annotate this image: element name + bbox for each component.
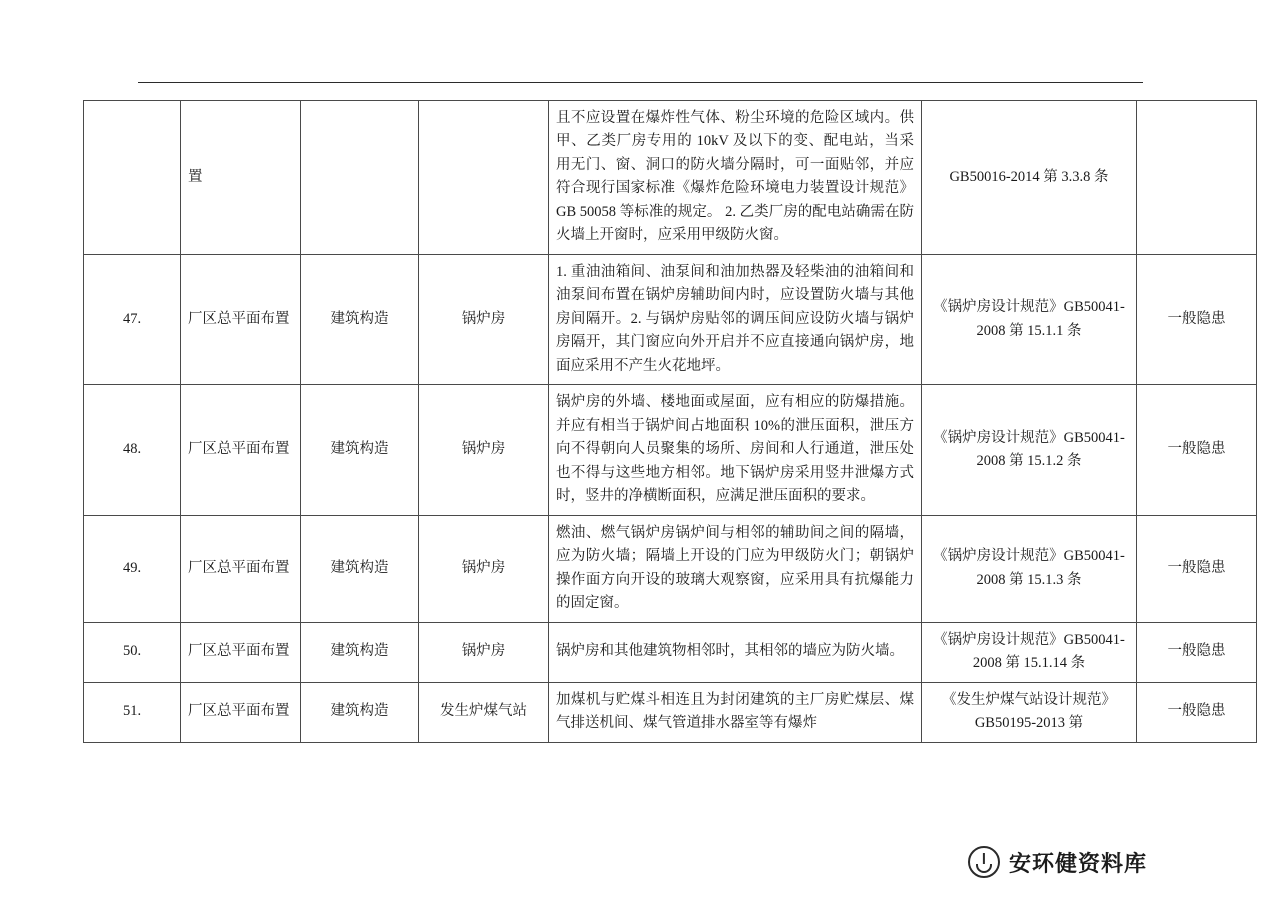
cell-standard: GB50016-2014 第 3.3.8 条 [922, 101, 1137, 255]
cell-level: 一般隐患 [1137, 682, 1257, 742]
cell-number [84, 101, 181, 255]
cell-level: 一般隐患 [1137, 515, 1257, 622]
brand-name: 安环健资料库 [1009, 850, 1148, 876]
cell-object: 锅炉房 [419, 385, 549, 515]
microphone-circle-icon [968, 846, 1000, 878]
cell-number: 50. [84, 622, 181, 682]
cell-category: 厂区总平面布置 [181, 254, 301, 384]
table-row [84, 254, 1257, 384]
table-row [84, 385, 1257, 515]
table-row [84, 101, 1257, 255]
cell-description: 加煤机与贮煤斗相连且为封闭建筑的主厂房贮煤层、煤气排送机间、煤气管道排水器室等有爆炸 [549, 682, 922, 742]
cell-standard: 《发生炉煤气站设计规范》GB50195-2013 第 [922, 682, 1137, 742]
cell-description: 锅炉房的外墙、楼地面或屋面，应有相应的防爆措施。并应有相当于锅炉间占地面积 10%的泄压面积，泄压方向不得朝向人员聚集的场所、房间和人行通道，泄压处也不得与这些地方相邻。地下锅炉房采用竖井泄爆方式时，竖井的净横断面积，应满足泄压面积的要求。 [549, 385, 922, 515]
inspection-table [83, 100, 1257, 743]
cell-number: 51. [84, 682, 181, 742]
cell-object: 锅炉房 [419, 515, 549, 622]
cell-number: 49. [84, 515, 181, 622]
cell-category: 厂区总平面布置 [181, 682, 301, 742]
cell-object: 锅炉房 [419, 622, 549, 682]
cell-type [301, 101, 419, 255]
cell-type: 建筑构造 [301, 622, 419, 682]
cell-type: 建筑构造 [301, 515, 419, 622]
cell-level: 一般隐患 [1137, 622, 1257, 682]
header-divider [138, 82, 1143, 83]
cell-description: 1. 重油油箱间、油泵间和油加热器及轻柴油的油箱间和油泵间布置在锅炉房辅助间内时，应设置防火墙与其他房间隔开。2. 与锅炉房贴邻的调压间应设防火墙与锅炉房隔开，其门窗应向外开启并不应直接通向锅炉房，地面应采用不产生火花地坪。 [549, 254, 922, 384]
cell-level: 一般隐患 [1137, 254, 1257, 384]
cell-category: 厂区总平面布置 [181, 622, 301, 682]
cell-number: 47. [84, 254, 181, 384]
cell-type: 建筑构造 [301, 682, 419, 742]
table-row [84, 622, 1257, 682]
cell-standard: 《锅炉房设计规范》GB50041-2008 第 15.1.14 条 [922, 622, 1137, 682]
cell-object: 发生炉煤气站 [419, 682, 549, 742]
cell-description: 锅炉房和其他建筑物相邻时，其相邻的墙应为防火墙。 [549, 622, 922, 682]
cell-number: 48. [84, 385, 181, 515]
cell-description: 且不应设置在爆炸性气体、粉尘环境的危险区域内。供甲、乙类厂房专用的 10kV 及以下的变、配电站，当采用无门、窗、洞口的防火墙分隔时，可一面贴邻，并应符合现行国家标准《爆炸危险环境电力装置设计规范》GB 50058 等标准的规定。 2. 乙类厂房的配电站确需在防火墙上开窗时，应采用甲级防火窗。 [549, 101, 922, 255]
footer-brand [968, 846, 1147, 878]
table-row [84, 515, 1257, 622]
table-row [84, 682, 1257, 742]
cell-standard: 《锅炉房设计规范》GB50041-2008 第 15.1.1 条 [922, 254, 1137, 384]
cell-type: 建筑构造 [301, 385, 419, 515]
cell-object [419, 101, 549, 255]
cell-type: 建筑构造 [301, 254, 419, 384]
cell-category: 厂区总平面布置 [181, 385, 301, 515]
cell-level [1137, 101, 1257, 255]
cell-category: 置 [181, 101, 301, 255]
cell-standard: 《锅炉房设计规范》GB50041-2008 第 15.1.2 条 [922, 385, 1137, 515]
cell-description: 燃油、燃气锅炉房锅炉间与相邻的辅助间之间的隔墙，应为防火墙；隔墙上开设的门应为甲级防火门；朝锅炉操作面方向开设的玻璃大观察窗，应采用具有抗爆能力的固定窗。 [549, 515, 922, 622]
cell-object: 锅炉房 [419, 254, 549, 384]
cell-category: 厂区总平面布置 [181, 515, 301, 622]
cell-standard: 《锅炉房设计规范》GB50041-2008 第 15.1.3 条 [922, 515, 1137, 622]
cell-level: 一般隐患 [1137, 385, 1257, 515]
